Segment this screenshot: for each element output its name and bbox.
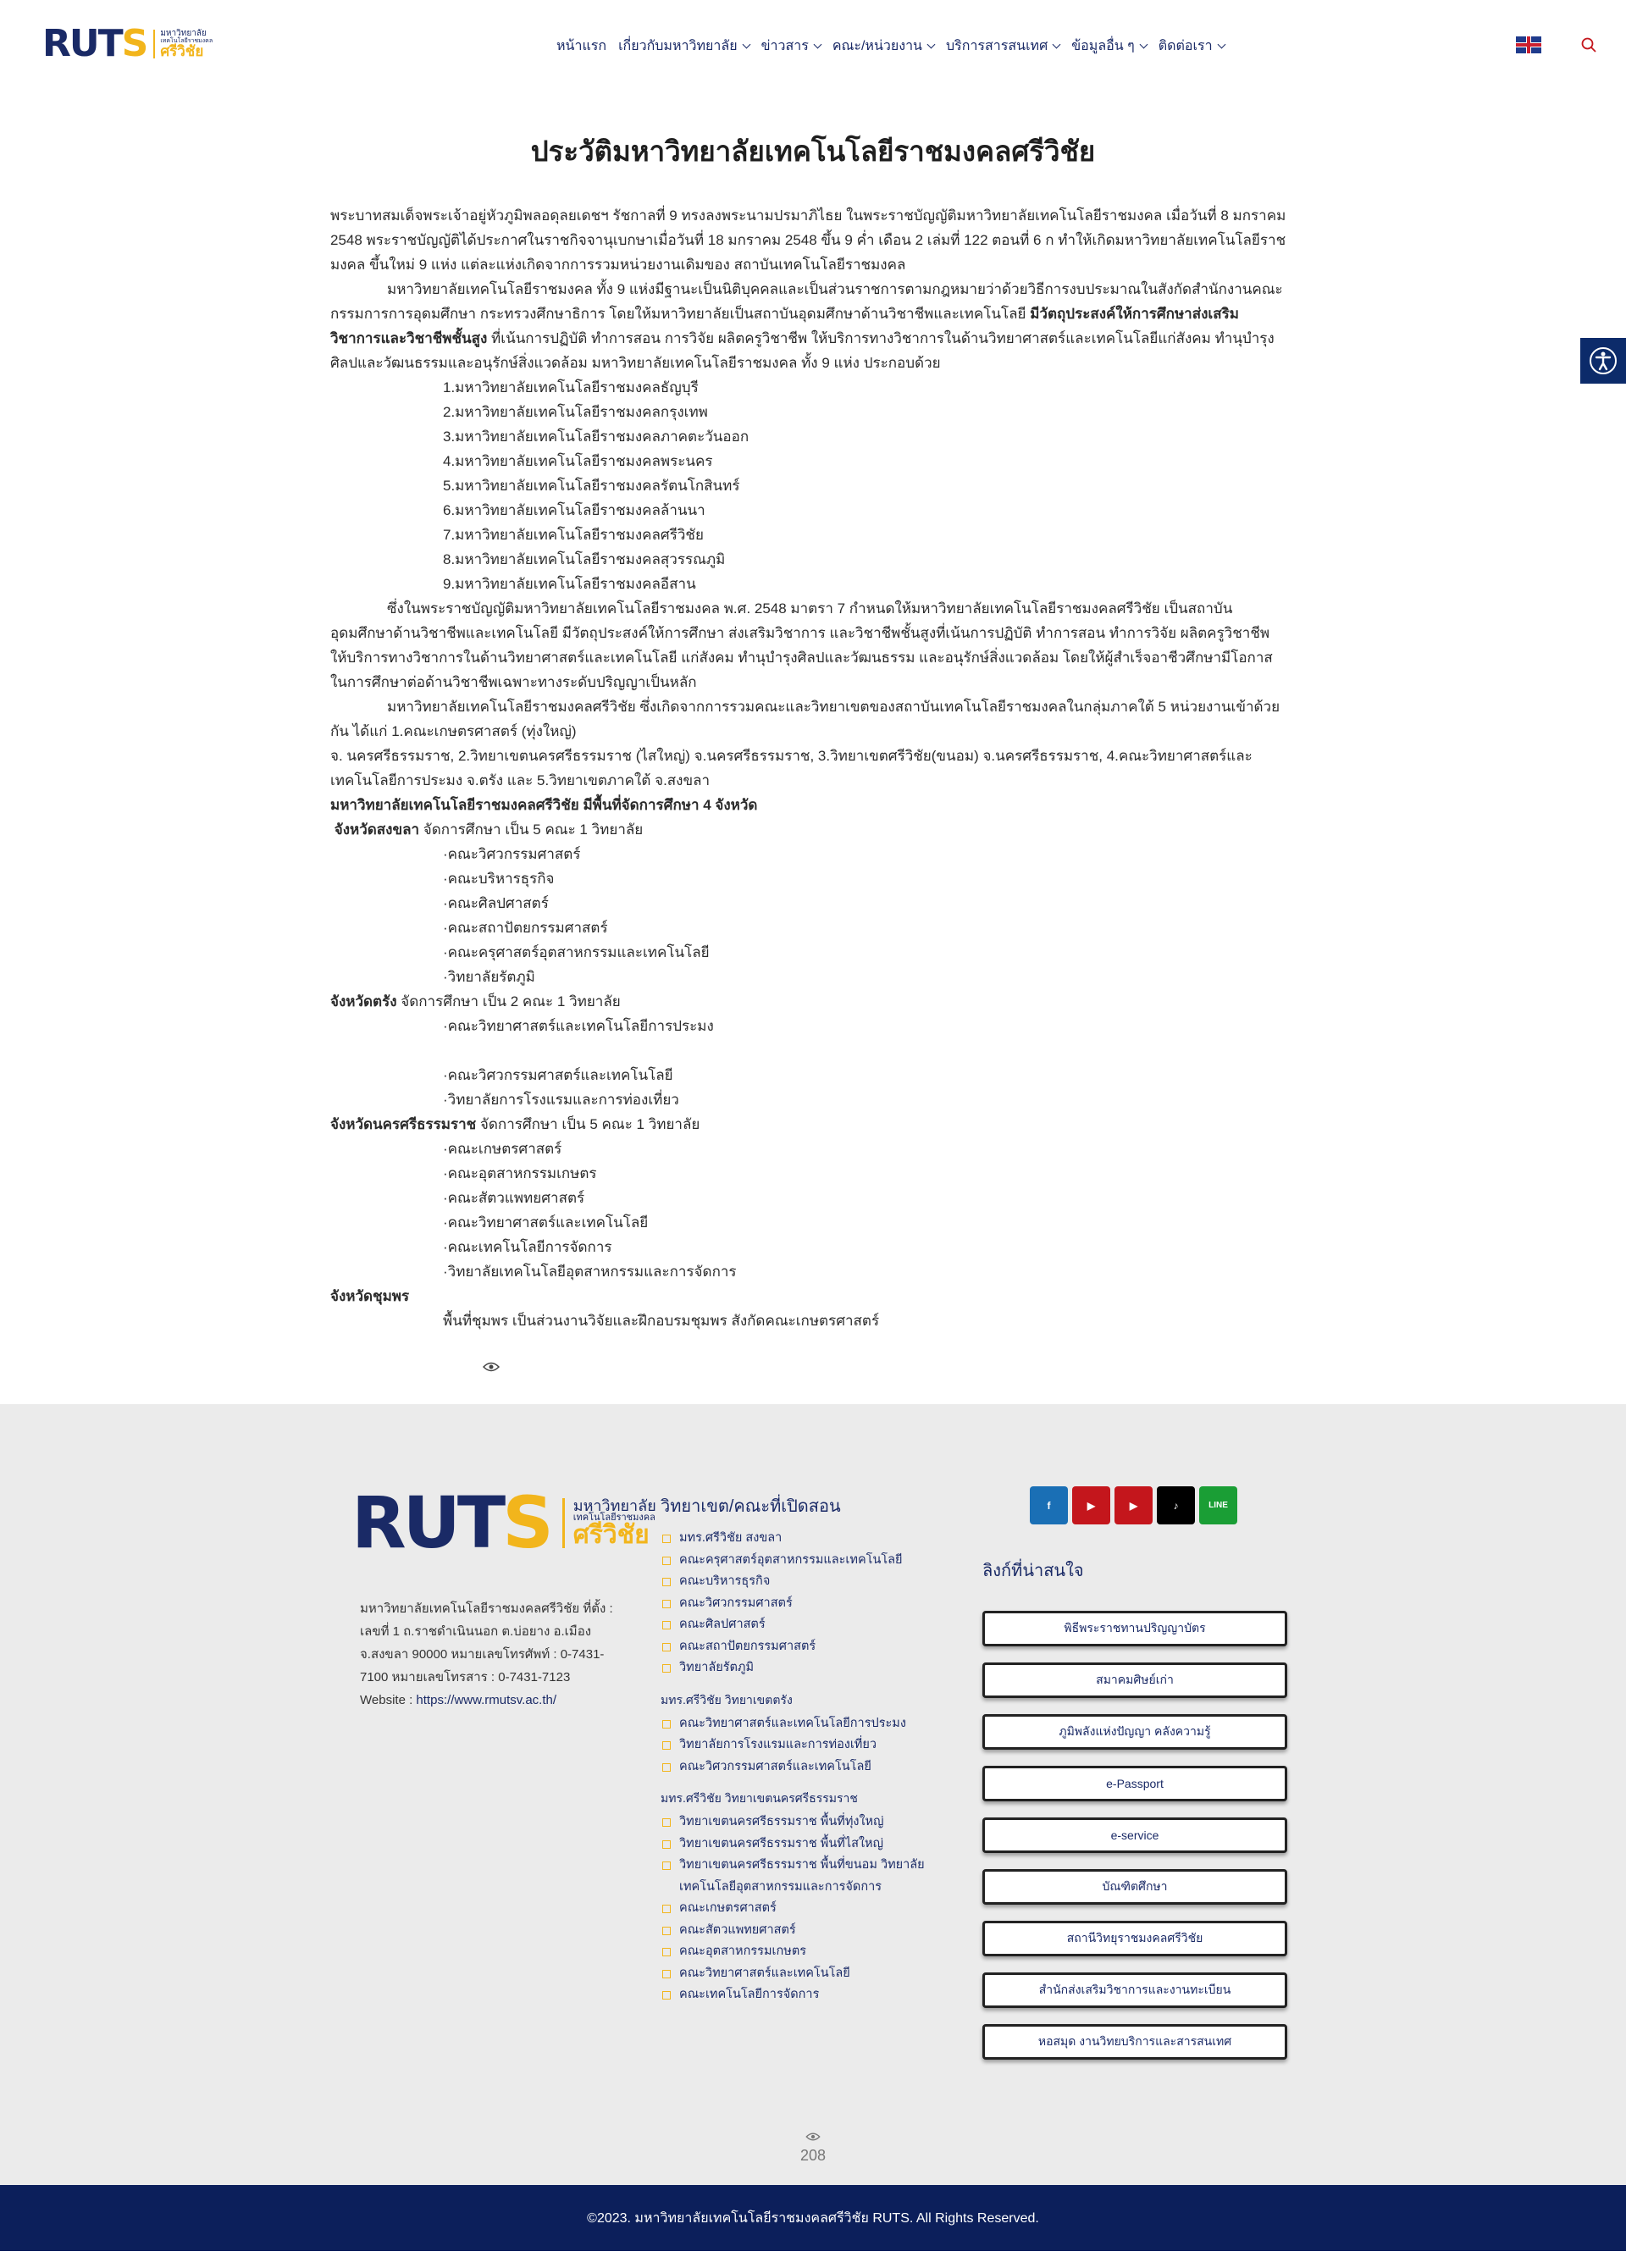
list-item: 8.มหาวิทยาลัยเทคโนโลยีราชมงคลสุวรรณภูมิ — [443, 551, 726, 567]
paragraph: จ. นครศรีธรรมราช, 2.วิทยาเขตนครศรีธรรมราช (ไสใหญ่) จ.นครศรีธรรมราช, 3.วิทยาเขตศรีวิชัย(ขนอม) จ.นครศรีธรรมราช, 4.คณะวิทยาศาสตร์และเทคโนโลยีการประมง จ.ตรัง และ 5.วิทยาเขตภาคใต้ จ.สงขลา — [330, 748, 1253, 788]
list-item: ·คณะครุศาสตร์อุตสาหกรรมและเทคโนโลยี — [443, 944, 710, 960]
copyright-bar — [0, 2185, 1626, 2251]
paragraph: พื้นที่ชุมพร เป็นส่วนงานวิจัยและฝึกอบรมชุมพร สังกัดคณะเกษตรศาสตร์ — [443, 1313, 880, 1329]
site-header — [0, 0, 1626, 91]
list-item: 5.มหาวิทยาลัยเทคโนโลยีราชมงคลรัตนโกสินทร์ — [443, 478, 740, 494]
facebook-icon[interactable]: f — [1030, 1486, 1068, 1524]
eye-icon — [483, 1358, 500, 1375]
footer-link[interactable]: คณะครุศาสตร์อุตสาหกรรมและเทคโนโลยี — [661, 1550, 948, 1572]
website-link[interactable]: https://www.rmutsv.ac.th/ — [416, 1693, 557, 1707]
list-item: ·คณะวิศวกรรมศาสตร์และเทคโนโลยี — [443, 1067, 673, 1083]
campus-group-heading: มทร.ศรีวิชัย วิทยาเขตตรัง — [661, 1692, 793, 1707]
list-item: ·คณะวิทยาศาสตร์และเทคโนโลยี — [443, 1214, 649, 1231]
site-logo[interactable] — [42, 22, 213, 65]
campus-list — [661, 1812, 948, 2006]
main-nav — [556, 36, 1225, 57]
link-button[interactable]: สำนักส่งเสริมวิชาการและงานทะเบียน — [982, 1972, 1287, 2008]
list-item: ·คณะวิทยาศาสตร์และเทคโนโลยีการประมง — [443, 1018, 714, 1034]
list-item: 7.มหาวิทยาลัยเทคโนโลยีราชมงคลศรีวิชัย — [443, 527, 704, 543]
link-button[interactable]: สถานีวิทยุราชมงคลศรีวิชัย — [982, 1921, 1287, 1956]
list-item: 6.มหาวิทยาลัยเทคโนโลยีราชมงคลล้านนา — [443, 502, 705, 518]
list-item: ·คณะสัตวแพทยศาสตร์ — [443, 1190, 585, 1206]
list-item: ·คณะศิลปศาสตร์ — [443, 895, 549, 911]
link-button[interactable]: e-Passport — [982, 1766, 1287, 1801]
links-heading: ลิงก์ที่น่าสนใจ — [982, 1562, 1084, 1580]
chevron-down-icon — [1217, 41, 1225, 49]
campus-heading: วิทยาเขต/คณะที่เปิดสอน — [661, 1497, 841, 1516]
paragraph: มหาวิทยาลัยเทคโนโลยีราชมงคล ทั้ง 9 แห่งมีฐานะเป็นนิติบุคคลและเป็นส่วนราชการตามกฎหมายว่าด้วยวิธีการงบประมาณในสังกัดสำนักงานคณะกรรมการการอุดมศึกษา กระทรวงศึกษาธิการ โดยให้มหาวิทยาลัยเป็นสถาบันอุดมศึกษาด้านวิชาชีพและเทคโนโลยี มีวัตถุประสงค์ให้การศึกษาส่งเสริมวิชาการและวิชาชีพชั้นสูง ที่เน้นการปฏิบัติ ทำการสอน การวิจัย ผลิตครูวิชาชีพ ให้บริการทางวิชาการในด้านวิทยาศาสตร์และเทคโนโลยีแก่สังคม ทำนุบำรุงศิลปและวัฒนธรรมและอนุรักษ์สิ่งแวดล้อม มหาวิทยาลัยเทคโนโลยีราชมงคล ทั้ง 9 แห่ง ประกอบด้วย — [330, 281, 1283, 371]
list-item: ·คณะสถาปัตยกรรมศาสตร์ — [443, 920, 608, 936]
footer-link[interactable]: คณะวิทยาศาสตร์และเทคโนโลยีการประมง — [661, 1713, 948, 1735]
list-item: ·คณะวิศวกรรมศาสตร์ — [443, 846, 581, 862]
link-button[interactable]: สมาคมศิษย์เก่า — [982, 1662, 1287, 1698]
campus-links — [661, 1492, 948, 2006]
province-heading: จังหวัดนครศรีธรรมราช จัดการศึกษา เป็น 5 คณะ 1 วิทยาลัย — [330, 1116, 700, 1132]
logo-text: มหาวิทยาลัย เทคโนโลยีราชมงคล ศรีวิชัย — [562, 1498, 656, 1548]
university-list — [330, 375, 1287, 596]
footer-address: มหาวิทยาลัยเทคโนโลยีราชมงคลศรีวิชัย ที่ตั้ง : เลขที่ 1 ถ.ราชดำเนินนอก ต.บ่อยาง อ.เมือง จ.สงขลา 90000 หมายเลขโทรศัพท์ : 0-7431-7100 หมายเลขโทรสาร : 0-7431-7123 Website : https://www.rmutsv.ac.th/ — [360, 1601, 613, 1707]
nav-contact[interactable]: ติดต่อเรา — [1159, 36, 1225, 57]
interesting-links — [982, 1611, 1287, 2076]
link-button[interactable]: ภูมิพลังแห่งปัญญา คลังความรู้ — [982, 1714, 1287, 1750]
footer-link[interactable]: วิทยาลัยการโรงแรมและการท่องเที่ยว — [661, 1734, 948, 1756]
nav-other[interactable]: ข้อมูลอื่น ๆ — [1071, 36, 1146, 57]
chevron-down-icon — [742, 41, 750, 49]
faculty-list — [330, 1014, 1287, 1112]
youtube-icon[interactable]: ▶ — [1072, 1486, 1110, 1524]
page-title: ประวัติมหาวิทยาลัยเทคโนโลยีราชมงคลศรีวิชัย — [530, 136, 1096, 167]
footer-link[interactable]: คณะวิศวกรรมศาสตร์ — [661, 1593, 948, 1615]
campus-group-heading: มทร.ศรีวิชัย วิทยาเขตนครศรีธรรมราช — [661, 1791, 858, 1805]
paragraph: มหาวิทยาลัยเทคโนโลยีราชมงคลศรีวิชัย ซึ่งเกิดจากการรวมคณะและวิทยาเขตของสถาบันเทคโนโลยีราชมงคลในกลุ่มภาคใต้ 5 หน่วยงานเข้าด้วยกัน ได้แก่ 1.คณะเกษตรศาสตร์ (ทุ่งใหญ่) — [330, 699, 1280, 739]
campus-list — [661, 1713, 948, 1778]
list-item: 1.มหาวิทยาลัยเทคโนโลยีราชมงคลธัญบุรี — [443, 379, 699, 396]
footer-link[interactable]: วิทยาเขตนครศรีธรรมราช พื้นที่ไสใหญ่ — [661, 1834, 948, 1856]
list-item: ·วิทยาลัยรัตภูมิ — [443, 969, 535, 985]
footer-link[interactable]: คณะเทคโนโลยีการจัดการ — [661, 1984, 948, 2006]
footer-logo[interactable] — [351, 1481, 656, 1564]
link-button[interactable]: หอสมุด งานวิทยบริการและสารสนเทศ — [982, 2024, 1287, 2060]
chevron-down-icon — [927, 41, 936, 49]
view-count: 208 — [799, 2147, 827, 2164]
chevron-down-icon — [1053, 41, 1061, 49]
list-item: 2.มหาวิทยาลัยเทคโนโลยีราชมงคลกรุงเทพ — [443, 404, 708, 420]
nav-about[interactable]: เกี่ยวกับมหาวิทยาลัย — [618, 36, 749, 57]
accessibility-icon — [1589, 346, 1618, 375]
footer-link[interactable]: คณะศิลปศาสตร์ — [661, 1614, 948, 1636]
footer-link[interactable]: วิทยาเขตนครศรีธรรมราช พื้นที่ขนอม วิทยาลัยเทคโนโลยีอุตสาหกรรมและการจัดการ — [661, 1855, 948, 1898]
tiktok-icon[interactable]: ♪ — [1157, 1486, 1195, 1524]
faculty-list — [330, 1137, 1287, 1284]
search-icon[interactable] — [1580, 36, 1597, 53]
province-heading: จังหวัดตรัง จัดการศึกษา เป็น 2 คณะ 1 วิทยาลัย — [330, 993, 621, 1010]
chevron-down-icon — [813, 41, 821, 49]
list-item: ·คณะเทคโนโลยีการจัดการ — [443, 1239, 612, 1255]
paragraph: พระบาทสมเด็จพระเจ้าอยู่หัวภูมิพลอดุลยเดชฯ รัชกาลที่ 9 ทรงลงพระนามปรมาภิไธย ในพระราชบัญญัติมหาวิทยาลัยเทคโนโลยีราชมงคล เมื่อวันที่ 8 มกราคม 2548 พระราชบัญญัติได้ประกาศในราชกิจจานุเบกษาเมื่อวันที่ 18 มกราคม 2548 ขึ้น 9 ค่ำ เดือน 2 เล่มที่ 122 ตอนที่ 6 ก ทำให้เกิดมหาวิทยาลัยเทคโนโลยีราชมงคล ขึ้นใหม่ 9 แห่ง แต่ละแห่งเกิดจากการรวมหน่วยงานเดิมของ สถาบันเทคโนโลยีราชมงคล — [330, 207, 1286, 273]
footer-link[interactable]: คณะวิทยาศาสตร์และเทคโนโลยี — [661, 1963, 948, 1985]
campus-list — [661, 1528, 948, 1679]
logo-mark: RUTS — [42, 22, 147, 65]
list-item: 3.มหาวิทยาลัยเทคโนโลยีราชมงคลภาคตะวันออก — [443, 429, 749, 445]
view-counter — [0, 2132, 1626, 2165]
nav-news[interactable]: ข่าวสาร — [761, 36, 821, 57]
uk-flag-icon[interactable] — [1516, 36, 1541, 53]
province-heading: จังหวัดสงขลา จัดการศึกษา เป็น 5 คณะ 1 วิทยาลัย — [334, 821, 644, 838]
logo-text: มหาวิทยาลัย เทคโนโลยีราชมงคล ศรีวิชัย — [153, 30, 213, 58]
footer-link[interactable]: มทร.ศรีวิชัย สงขลา — [661, 1528, 948, 1550]
nav-faculties[interactable]: คณะ/หน่วยงาน — [832, 36, 934, 57]
paragraph: มหาวิทยาลัยเทคโนโลยีราชมงคลศรีวิชัย มีพื้นที่จัดการศึกษา 4 จังหวัด — [330, 797, 758, 813]
footer-link[interactable]: คณะบริหารธุรกิจ — [661, 1571, 948, 1593]
footer-link[interactable]: คณะเกษตรศาสตร์ — [661, 1898, 948, 1920]
accessibility-button[interactable] — [1580, 338, 1626, 384]
list-item: ·วิทยาลัยเทคโนโลยีอุตสาหกรรมและการจัดการ — [443, 1264, 737, 1280]
province-heading: จังหวัดชุมพร — [330, 1288, 410, 1304]
list-item: 4.มหาวิทยาลัยเทคโนโลยีราชมงคลพระนคร — [443, 453, 713, 469]
article-body — [330, 203, 1287, 1383]
footer-link[interactable]: คณะสัตวแพทยศาสตร์ — [661, 1920, 948, 1942]
list-item: ·คณะบริหารธุรกิจ — [443, 871, 555, 887]
nav-home[interactable]: หน้าแรก — [556, 39, 607, 53]
nav-info-services[interactable]: บริการสารสนเทศ — [946, 36, 1059, 57]
line-icon[interactable]: LINE — [1199, 1486, 1237, 1524]
youtube-icon[interactable]: ▶ — [1114, 1486, 1153, 1524]
link-button[interactable]: e-service — [982, 1817, 1287, 1853]
footer-link[interactable]: วิทยาลัยรัตภูมิ — [661, 1657, 948, 1679]
copyright-text: ©2023. มหาวิทยาลัยเทคโนโลยีราชมงคลศรีวิชัย RUTS. All Rights Reserved. — [587, 2210, 1039, 2226]
footer-link[interactable]: คณะอุตสาหกรรมเกษตร — [661, 1941, 948, 1963]
list-item: ·คณะเกษตรศาสตร์ — [443, 1141, 562, 1157]
footer-link[interactable]: คณะสถาปัตยกรรมศาสตร์ — [661, 1636, 948, 1658]
paragraph: ซึ่งในพระราชบัญญัติมหาวิทยาลัยเทคโนโลยีราชมงคล พ.ศ. 2548 มาตรา 7 กำหนดให้มหาวิทยาลัยเทคโนโลยีราชมงคลศรีวิชัย เป็นสถาบันอุดมศึกษาด้านวิชาชีพและเทคโนโลยี มีวัตถุประสงค์ให้การศึกษา ส่งเสริมวิชาการ และวิชาชีพชั้นสูงที่เน้นการปฏิบัติ ทำการสอน ทำการวิจัย ผลิตครูวิชาชีพ ให้บริการทางวิชาการในด้านวิทยาศาสตร์และเทคโนโลยี แก่สังคม ทำนุบำรุงศิลปและวัฒนธรรม และอนุรักษ์สิ่งแวดล้อม โดยให้ผู้สำเร็จอาชีวศึกษามีโอกาสในการศึกษาต่อด้านวิชาชีพเฉพาะทางระดับปริญญาเป็นหลัก — [330, 600, 1273, 690]
social-links — [1030, 1486, 1237, 1524]
logo-mark: RUTS — [351, 1481, 550, 1564]
eye-icon — [805, 2132, 821, 2142]
list-item: ·คณะอุตสาหกรรมเกษตร — [443, 1165, 597, 1181]
chevron-down-icon — [1139, 41, 1148, 49]
footer-link[interactable]: วิทยาเขตนครศรีธรรมราช พื้นที่ทุ่งใหญ่ — [661, 1812, 948, 1834]
link-button[interactable]: บัณฑิตศึกษา — [982, 1869, 1287, 1905]
list-item: 9.มหาวิทยาลัยเทคโนโลยีราชมงคลอีสาน — [443, 576, 696, 592]
link-button[interactable]: พิธีพระราชทานปริญญาบัตร — [982, 1611, 1287, 1646]
list-item: ·วิทยาลัยการโรงแรมและการท่องเที่ยว — [443, 1092, 679, 1108]
faculty-list — [330, 842, 1287, 989]
footer-link[interactable]: คณะวิศวกรรมศาสตร์และเทคโนโลยี — [661, 1756, 948, 1778]
